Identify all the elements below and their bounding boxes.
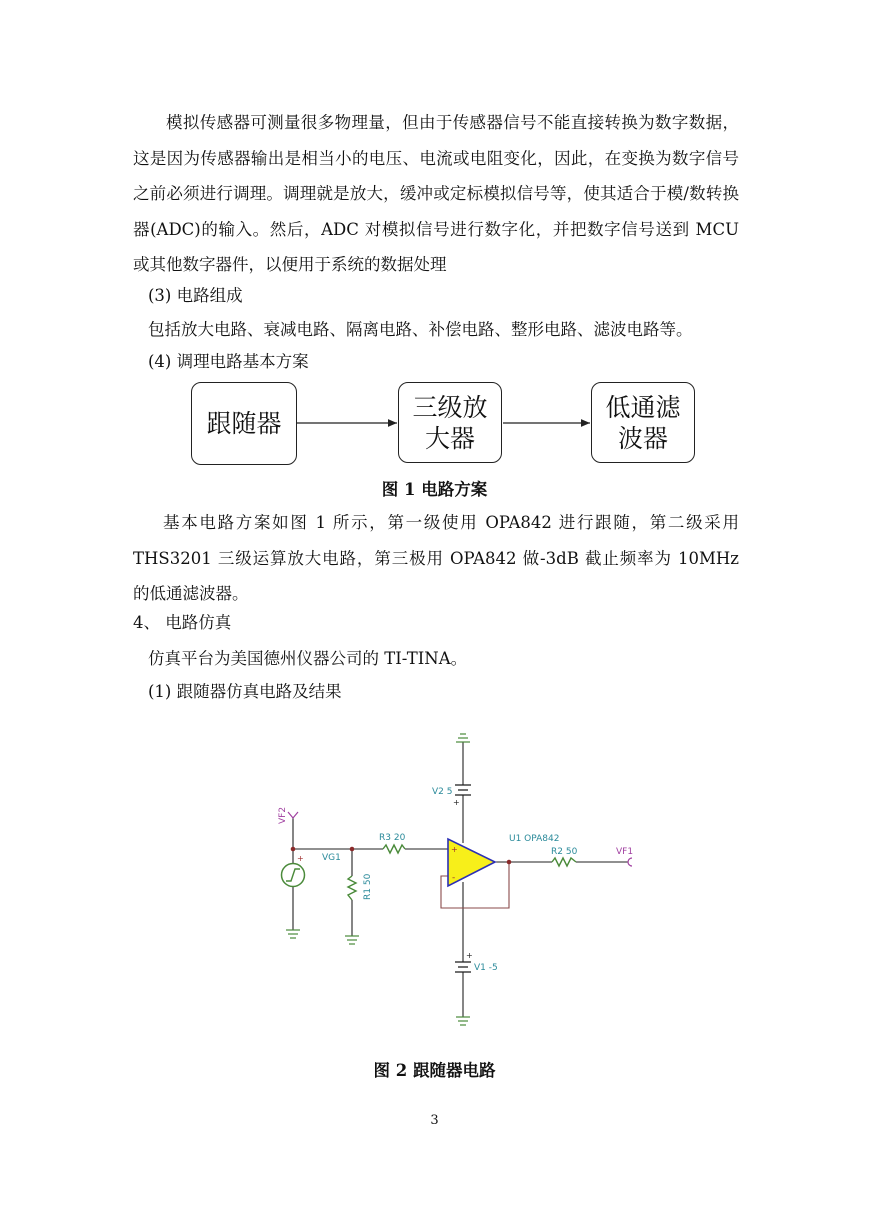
block-follower: 跟随器 [191,382,297,465]
label-v2: V2 5 [432,787,453,797]
label-r2: R2 50 [551,847,578,857]
block-three-stage-amplifier: 三级放大器 [398,382,502,463]
heading-basic-scheme: (4) 调理电路基本方案 [148,352,309,371]
block-lowpass-filter: 低通滤波器 [591,382,695,463]
paragraph-sensor: 模拟传感器可测量很多物理量，但由于传感器信号不能直接转换为数字数据，这是因为传感器输出是相当小的电压、电流或电阻变化，因此，在变换为数字信号之前必须进行调理。调理就是放大，缓冲或定标模拟信号等，使其适合于模/数转换器(ADC)的输入。然后，ADC 对模拟信号进行数字化，并把数字信号送到 MCU 或其他数字器件，以便用于系统的数据处理 [133,113,739,274]
label-vf1: VF1 [616,847,634,857]
heading-follower-simulation: (1) 跟随器仿真电路及结果 [148,682,342,701]
text-circuit-composition: 包括放大电路、衰减电路、隔离电路、补偿电路、整形电路、滤波电路等。 [148,320,693,339]
text-simulation-platform: 仿真平台为美国德州仪器公司的 TI-TINA。 [148,649,468,668]
label-r1: R1 50 [363,873,373,900]
page-number: 3 [430,1113,439,1128]
label-v2-plus: + [453,798,460,807]
heading-simulation: 4、 电路仿真 [133,613,232,632]
figure2-caption: 图 2 跟随器电路 [373,1061,496,1080]
label-opamp-plus: + [451,845,458,854]
label-v1-plus: + [466,951,473,960]
figure1-caption: 图 1 电路方案 [381,480,488,499]
label-r3: R3 20 [379,833,406,843]
label-u1: U1 OPA842 [509,834,560,844]
label-v1: V1 -5 [474,963,498,973]
label-opamp-minus: - [452,873,456,883]
label-source-plus: + [297,854,304,863]
label-vf2: VF2 [278,806,288,824]
paragraph-scheme-description: 基本电路方案如图 1 所示，第一级使用 OPA842 进行跟随，第二级采用 THS3201 三级运算放大电路，第三极用 OPA842 做-3dB 截止频率为 10MHz 的低通滤波器。 [133,513,739,603]
heading-circuit-composition: (3) 电路组成 [148,286,243,305]
label-vg1: VG1 [322,853,341,863]
